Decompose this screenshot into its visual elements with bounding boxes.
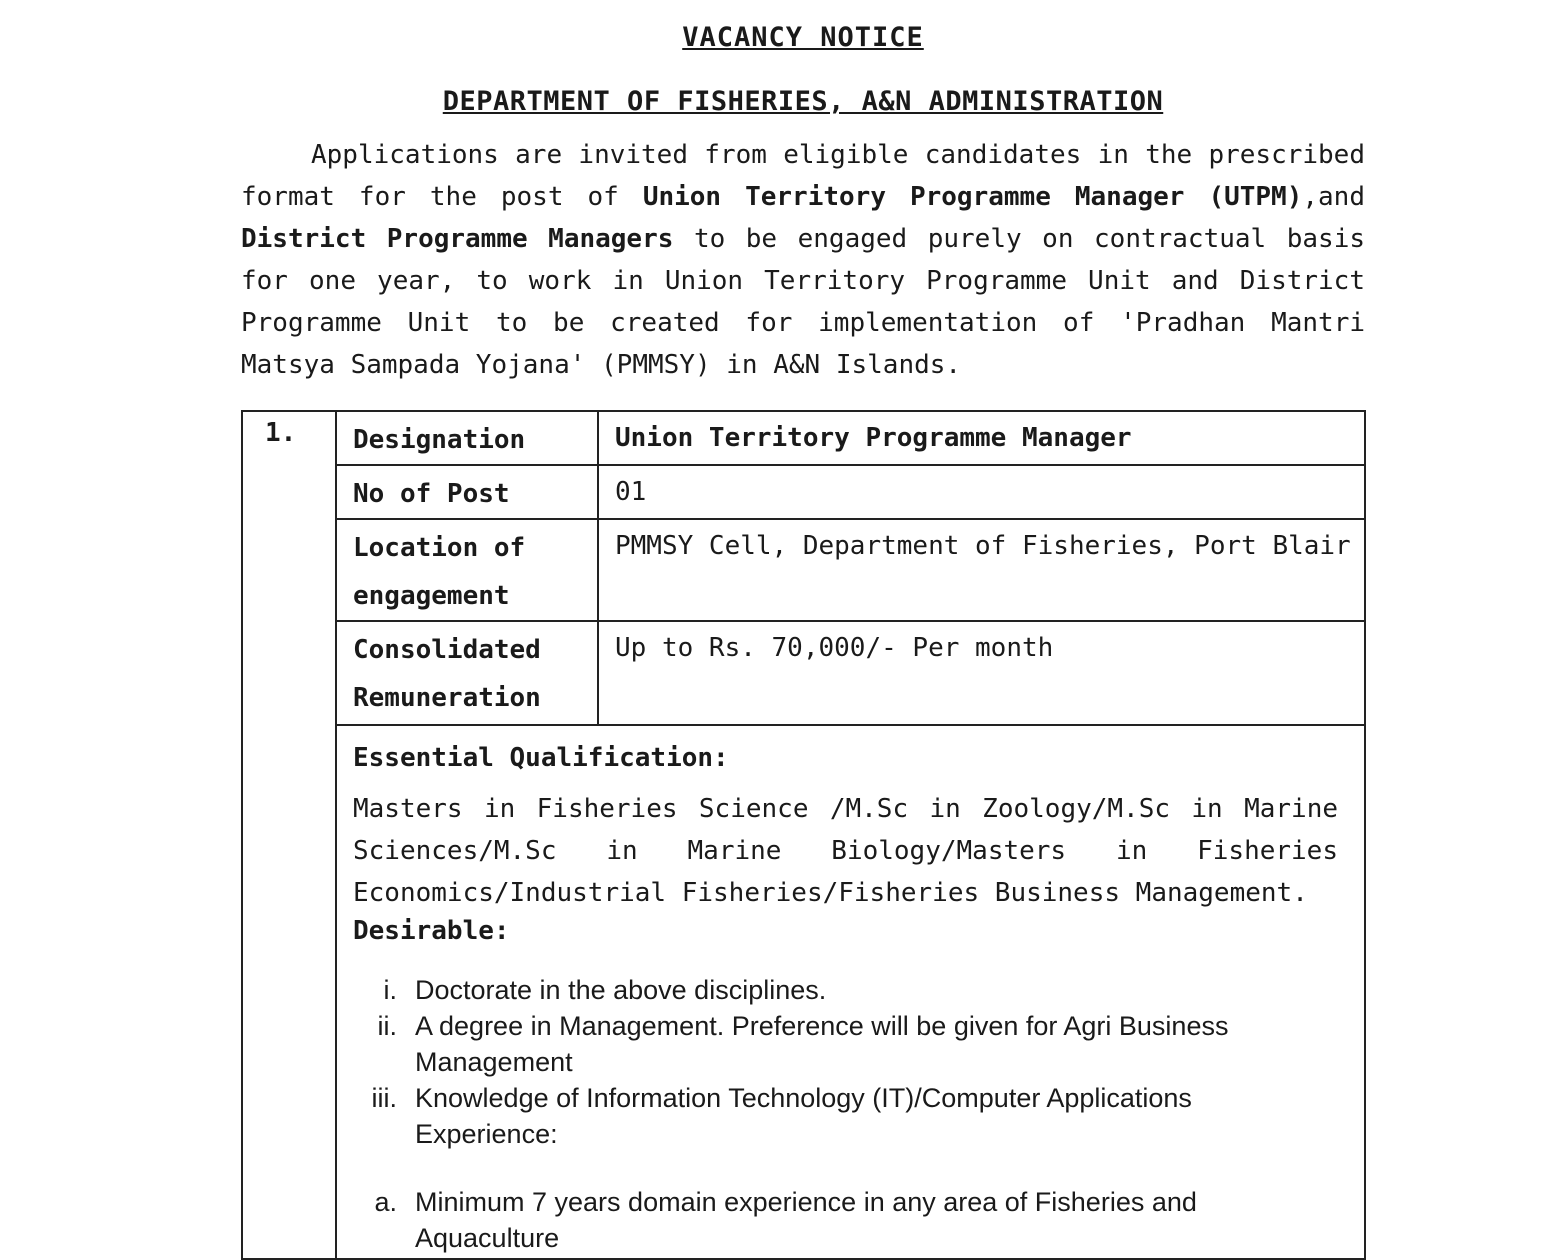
row-label: No of Post: [336, 465, 598, 519]
intro-paragraph: [241, 134, 1365, 386]
notice-title: VACANCY NOTICE: [682, 22, 924, 53]
serial-number: 1.: [242, 411, 336, 1259]
table-row: [242, 465, 1365, 519]
list-item-text: Minimum 7 years domain experience in any area of Fisheries and Aquaculture: [415, 1187, 1197, 1253]
list-item-text: A degree in Management. Preference will be given for Agri Business Management: [415, 1011, 1229, 1077]
intro-post-utpm: Union Territory Programme Manager (UTPM): [642, 182, 1303, 212]
row-label: Designation: [336, 411, 598, 465]
row-label: Location of engagement: [336, 519, 598, 621]
vacancy-table: [241, 410, 1366, 1260]
list-marker: iii.: [371, 1083, 397, 1113]
table-row: [242, 725, 1365, 1259]
row-value: Up to Rs. 70,000/- Per month: [598, 621, 1365, 725]
desirable-list: [353, 972, 1338, 1116]
intro-text-1: Applications are invited from eligible candidates in the prescribed format for the post of: [241, 140, 1365, 212]
table-row: [242, 411, 1365, 465]
list-marker: ii.: [377, 1011, 397, 1041]
table-row: [242, 519, 1365, 621]
row-value: PMMSY Cell, Department of Fisheries, Port Blair: [598, 519, 1365, 621]
list-item: [353, 972, 1338, 1008]
table-row: [242, 621, 1365, 725]
essential-qualification-heading: Essential Qualification:: [353, 743, 729, 773]
list-item-text: Knowledge of Information Technology (IT)/Computer Applications: [415, 1083, 1192, 1113]
experience-heading: Experience:: [415, 1119, 558, 1149]
desirable-heading: Desirable:: [353, 916, 510, 946]
list-item: [353, 1080, 1338, 1116]
intro-post-dpm: District Programme Managers: [241, 224, 674, 254]
essential-qualification-text: Masters in Fisheries Science /M.Sc in Zoology/M.Sc in Marine Sciences/M.Sc in Marine Biology/Masters in Fisheries Economics/Industrial Fisheries/Fisheries Business Management.: [353, 794, 1338, 908]
intro-text-3: to be engaged purely on contractual basis for one year, to work in Union Territory Programme Unit and District Programme Unit to be created for implementation of 'Pradhan Mantri Matsya Sampada Yojana' (PMMSY) in A&N Islands.: [241, 224, 1365, 380]
row-value: Union Territory Programme Manager: [598, 411, 1365, 465]
list-marker: i.: [383, 975, 397, 1005]
qualification-cell: [336, 725, 1365, 1259]
row-value: 01: [598, 465, 1365, 519]
intro-text-2: ,and: [1302, 182, 1365, 212]
list-item: [353, 1184, 1338, 1256]
list-item-text: Doctorate in the above disciplines.: [415, 975, 827, 1005]
list-item: [353, 1008, 1338, 1080]
list-marker: a.: [374, 1187, 397, 1217]
row-label: Consolidated Remuneration: [336, 621, 598, 725]
department-heading: DEPARTMENT OF FISHERIES, A&N ADMINISTRATION: [442, 86, 1164, 117]
experience-list: [353, 1184, 1338, 1256]
